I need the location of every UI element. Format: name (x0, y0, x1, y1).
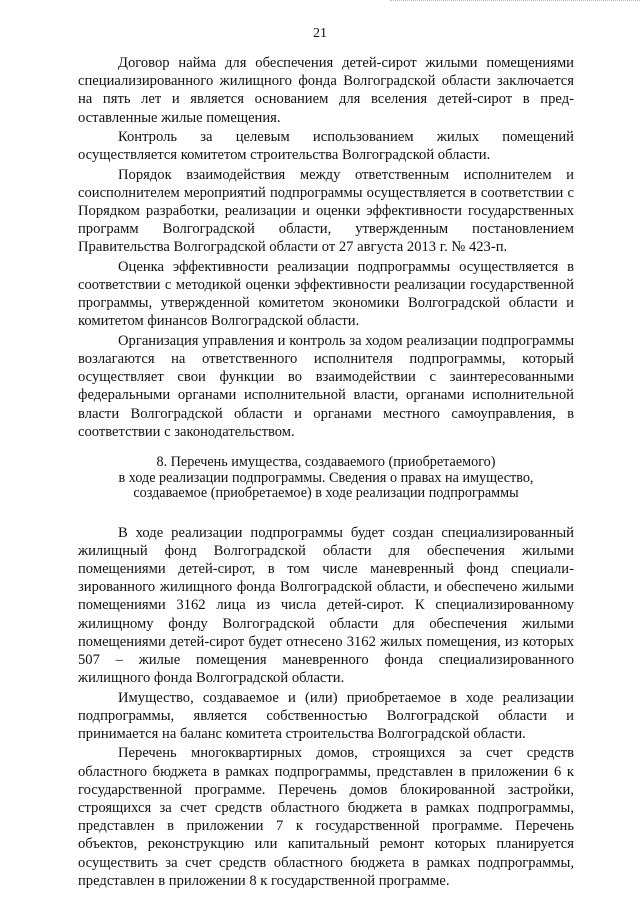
paragraph: Имущество, создаваемое и (или) приобретаемое в ходе реализации подпрограммы, является собственностью Волгоградской области и принимается на баланс комитета строительства Волгоградской области. (78, 689, 574, 742)
paragraph: Договор найма для обеспечения детей-сирот жилыми помещениями специализированного жилищного фонда Волгоградской области заключается на пять лет и является основанием для вселения детей-сирот в предоставленные жилые помещения. (78, 55, 574, 126)
paragraph: В ходе реализации подпрограммы будет создан специализированный жилищный фонд Волгоградской области для обеспечения жилыми помещениями детей-сирот, в том числе маневренный фонд специализированного жилищного фонда Волгоградской области, и обеспечено жилыми помещениями 3162 лица из числа детей-сирот. К специализированному жилищному фонду Волгоградской области для обеспечения жилыми помещениями детей-сирот будет отнесено 3162 жилых помещения, из которых 507 – жилые помещения маневренного фонда специализированного жилищного фонда Волгоградской области. (78, 524, 574, 687)
section-heading-line: создаваемое (приобретаемое) в ходе реализации подпрограммы (133, 485, 519, 502)
document-body (78, 54, 574, 891)
paragraph: Перечень многоквартирных домов, строящихся за счет средств областного бюджета в рамках подпрограммы, представлен в приложении 6 к государственной программе. Перечень домов блокированной застройки, строящихся за счет средств областного бюджета в рамках подпрограммы, представлен в приложении 7 к государственной программе. Перечень объектов, реконструкцию или капитальный ремонт которых планируется осуществить за счет средств областного бюджета в рамках подпрограммы, представлен в приложении 8 к государственной программе. (78, 745, 574, 889)
section-heading-line: 8. Перечень имущества, создаваемого (приобретаемого) (156, 454, 496, 471)
paragraph: Порядок взаимодействия между ответственным исполнителем и соисполнителем мероприятий подпрограммы осуществляется в соответствии с Порядком разработки, реализации и оценки эффективности государственных программ Волгоградской области, утвержденным постановлением Правительства Волгоградской области от 27 августа 2013 г. № 423-п. (78, 166, 574, 256)
paragraph: Организация управления и контроль за ходом реализации подпрограммы возлагаются на ответственного исполнителя подпрограммы, который осуществляет свои функции во взаимодействии с заинтересованными федеральными органами исполнительной власти, органами исполнительной власти Волгоградской области и органами местного самоуправления, в соответствии с законодательством. (78, 332, 574, 440)
paragraph: Контроль за целевым использованием жилых помещений осуществляется комитетом строительства Волгоградской области. (78, 129, 574, 164)
section-heading (78, 455, 574, 502)
paragraph: Оценка эффективности реализации подпрограммы осуществляется в соответствии с методикой оценки эффективности реализации государственной программы, утвержденной комитетом экономики Волгоградской области и комитетом финансов Волгоградской области. (78, 258, 574, 330)
section-heading-line: в ходе реализации подпрограммы. Сведения о правах на имущество, (118, 469, 534, 486)
scan-edge-line (390, 0, 640, 2)
page-number: 21 (313, 26, 327, 41)
